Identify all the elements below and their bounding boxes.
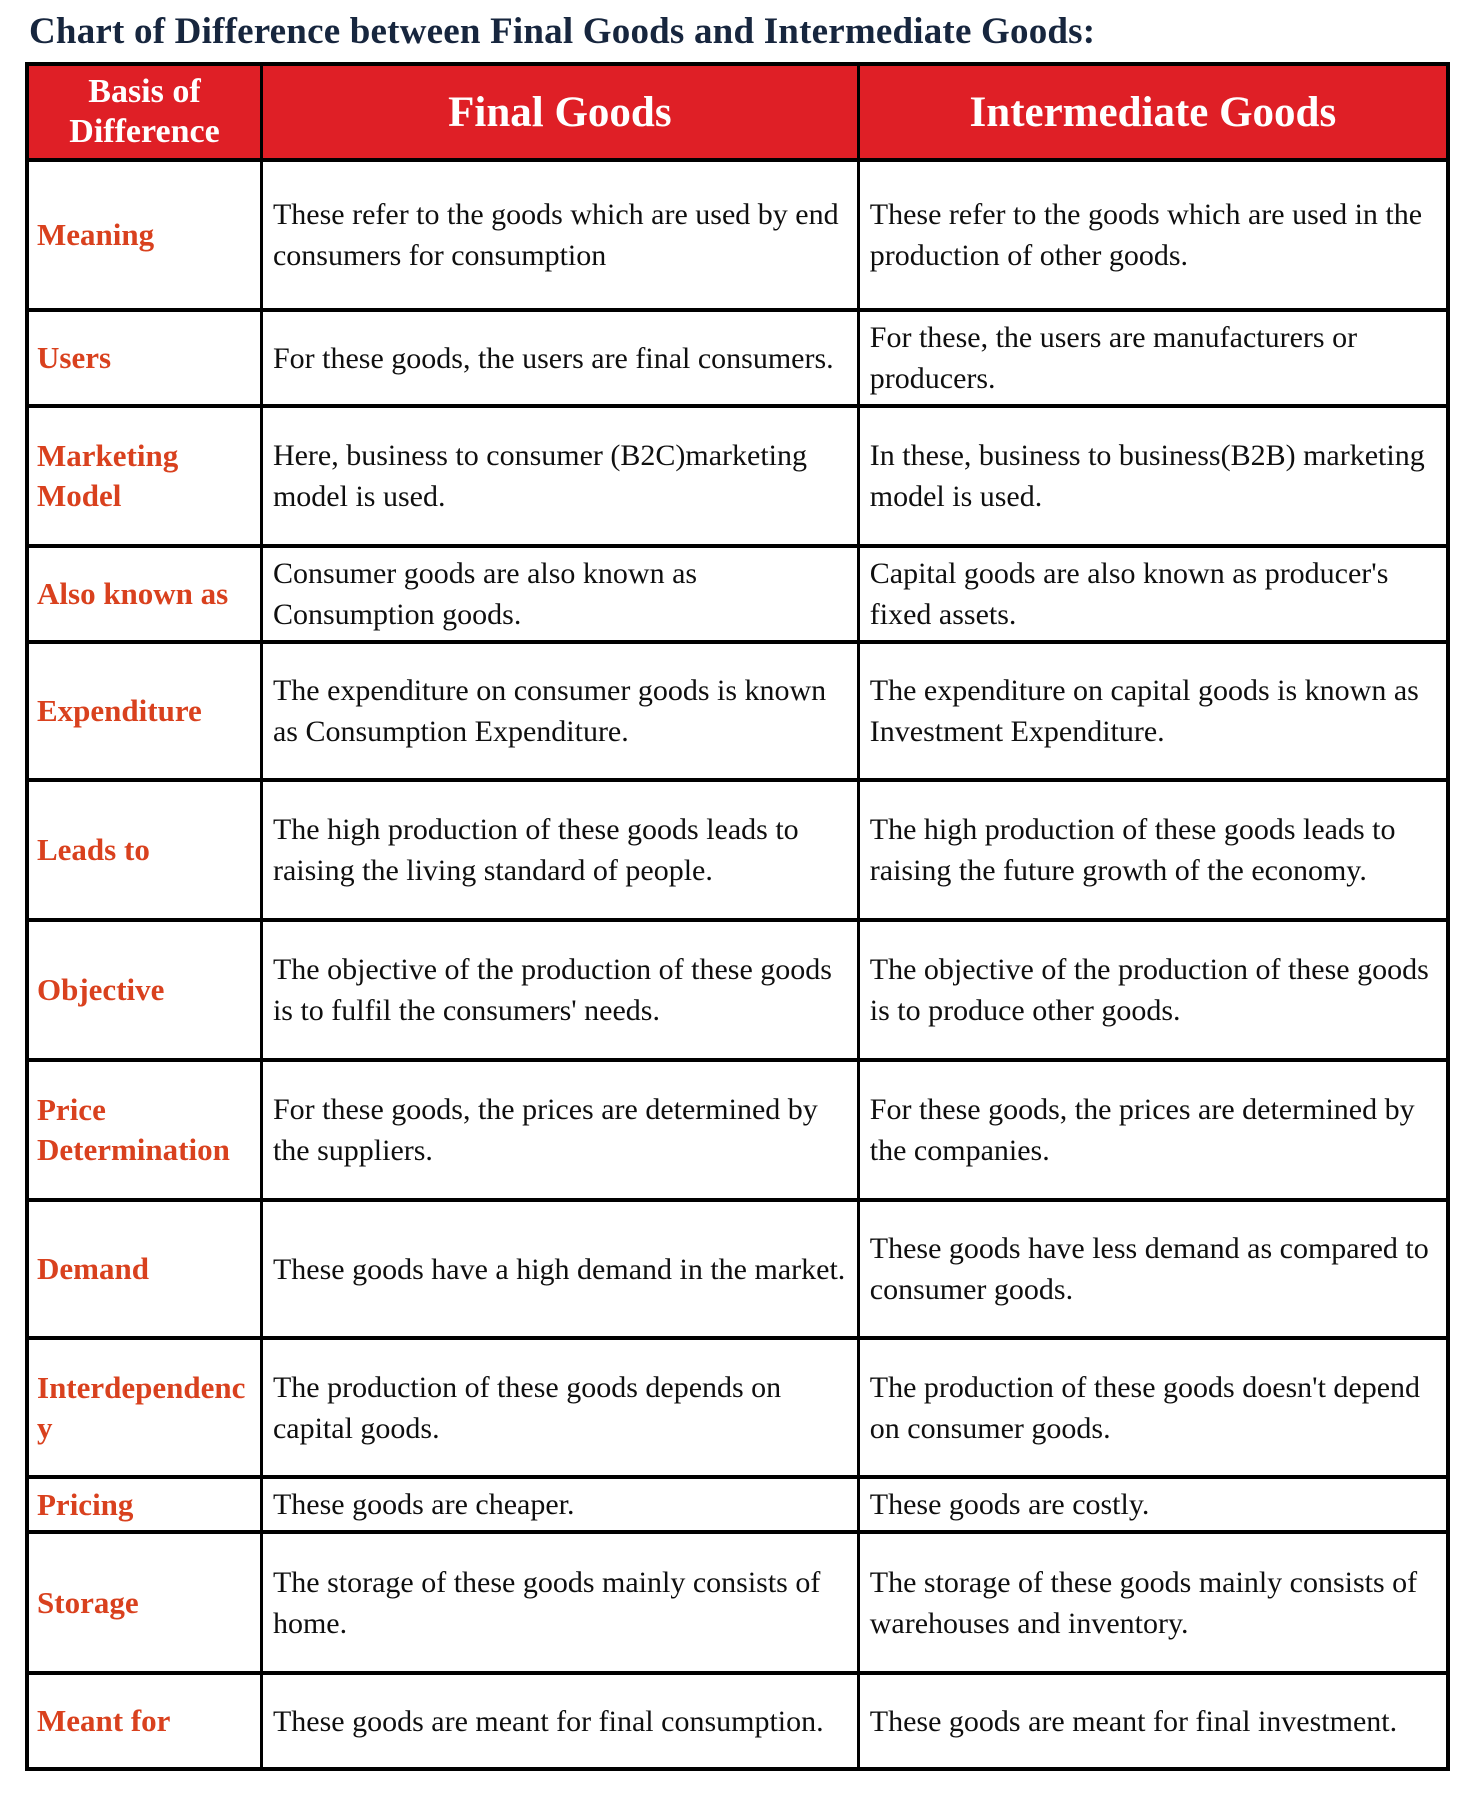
- final-goods-storage: The storage of these goods mainly consists of home.: [261, 1532, 858, 1673]
- row-label-also-known-as: Also known as: [27, 546, 261, 642]
- table-row-interdependency: [27, 1338, 1448, 1477]
- row-label-meaning: Meaning: [27, 160, 261, 310]
- table-row-meaning: [27, 160, 1448, 310]
- intermediate-goods-pricing: These goods are costly.: [858, 1477, 1448, 1532]
- row-label-marketing-model: Marketing Model: [27, 406, 261, 546]
- final-goods-demand: These goods have a high demand in the market.: [261, 1200, 858, 1338]
- table-row-also-known-as: [27, 546, 1448, 642]
- row-label-objective: Objective: [27, 920, 261, 1060]
- row-label-leads-to: Leads to: [27, 780, 261, 920]
- intermediate-goods-demand: These goods have less demand as compared to consumer goods.: [858, 1200, 1448, 1338]
- final-goods-meant-for: These goods are meant for final consumption.: [261, 1673, 858, 1769]
- table-row-demand: [27, 1200, 1448, 1338]
- final-goods-interdependency: The production of these goods depends on capital goods.: [261, 1338, 858, 1477]
- row-label-demand: Demand: [27, 1200, 261, 1338]
- table-row-marketing-model: [27, 406, 1448, 546]
- row-label-pricing: Pricing: [27, 1477, 261, 1532]
- final-goods-leads-to: The high production of these goods leads to raising the living standard of people.: [261, 780, 858, 920]
- intermediate-goods-interdependency: The production of these goods doesn't depend on consumer goods.: [858, 1338, 1448, 1477]
- row-label-price-determination: Price Determination: [27, 1060, 261, 1200]
- row-label-expenditure: Expenditure: [27, 642, 261, 780]
- page-title: Chart of Difference between Final Goods and Intermediate Goods:: [29, 11, 1096, 52]
- intermediate-goods-marketing-model: In these, business to business(B2B) marketing model is used.: [858, 406, 1448, 546]
- intermediate-goods-storage: The storage of these goods mainly consists of warehouses and inventory.: [858, 1532, 1448, 1673]
- final-goods-also-known-as: Consumer goods are also known as Consumption goods.: [261, 546, 858, 642]
- final-goods-expenditure: The expenditure on consumer goods is known as Consumption Expenditure.: [261, 642, 858, 780]
- intermediate-goods-users: For these, the users are manufacturers or producers.: [858, 310, 1448, 406]
- row-label-storage: Storage: [27, 1532, 261, 1673]
- header-basis-of-difference: Basis of Difference: [27, 64, 261, 160]
- final-goods-price-determination: For these goods, the prices are determined by the suppliers.: [261, 1060, 858, 1200]
- header-final-goods: Final Goods: [261, 64, 858, 160]
- intermediate-goods-also-known-as: Capital goods are also known as producer's fixed assets.: [858, 546, 1448, 642]
- final-goods-objective: The objective of the production of these goods is to fulfil the consumers' needs.: [261, 920, 858, 1060]
- intermediate-goods-meant-for: These goods are meant for final investment.: [858, 1673, 1448, 1769]
- table-row-objective: [27, 920, 1448, 1060]
- table-row-meant-for: [27, 1673, 1448, 1769]
- row-label-meant-for: Meant for: [27, 1673, 261, 1769]
- intermediate-goods-leads-to: The high production of these goods leads to raising the future growth of the economy.: [858, 780, 1448, 920]
- table-row-price-determination: [27, 1060, 1448, 1200]
- table-row-pricing: [27, 1477, 1448, 1532]
- intermediate-goods-expenditure: The expenditure on capital goods is known as Investment Expenditure.: [858, 642, 1448, 780]
- table-row-expenditure: [27, 642, 1448, 780]
- row-label-interdependency: Interdependency: [27, 1338, 261, 1477]
- final-goods-meaning: These refer to the goods which are used by end consumers for consumption: [261, 160, 858, 310]
- header-intermediate-goods: Intermediate Goods: [858, 64, 1448, 160]
- intermediate-goods-meaning: These refer to the goods which are used in the production of other goods.: [858, 160, 1448, 310]
- final-goods-pricing: These goods are cheaper.: [261, 1477, 858, 1532]
- table-row-storage: [27, 1532, 1448, 1673]
- header-row: [27, 64, 1448, 160]
- row-label-users: Users: [27, 310, 261, 406]
- difference-table: [25, 62, 1450, 1771]
- table-row-leads-to: [27, 780, 1448, 920]
- intermediate-goods-objective: The objective of the production of these goods is to produce other goods.: [858, 920, 1448, 1060]
- intermediate-goods-price-determination: For these goods, the prices are determined by the companies.: [858, 1060, 1448, 1200]
- final-goods-users: For these goods, the users are final consumers.: [261, 310, 858, 406]
- table-row-users: [27, 310, 1448, 406]
- final-goods-marketing-model: Here, business to consumer (B2C)marketing model is used.: [261, 406, 858, 546]
